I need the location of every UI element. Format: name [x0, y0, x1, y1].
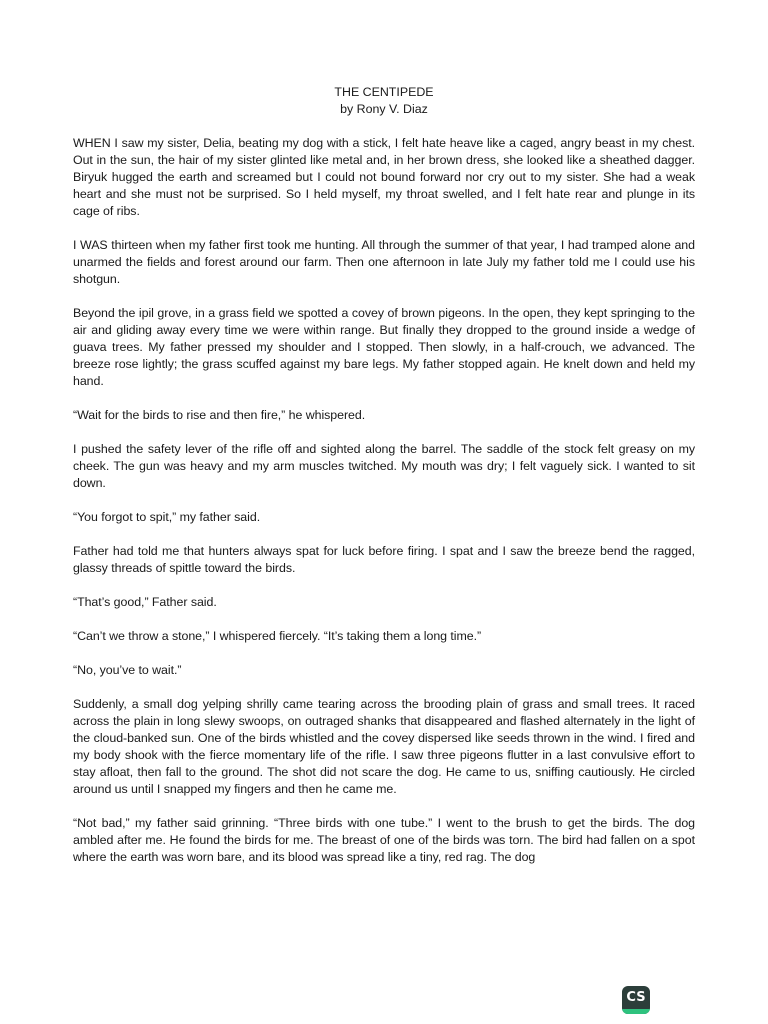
paragraph: “No, you’ve to wait.”	[73, 663, 182, 677]
paragraph: “That’s good,” Father said.	[73, 595, 217, 609]
paragraph: “Not bad,” my father said grinning. “Three birds with one tube.” I went to the brush to get the birds. The dog ambled after me. He found the birds for me. The breast of one of the birds was torn. The bird had fallen on a spot where the earth was worn bare, and its blood was spread like a tiny, red rag. The dog	[73, 816, 695, 864]
document-page	[73, 84, 695, 883]
badge-stripe	[622, 1009, 650, 1014]
paragraph: “Can’t we throw a stone,” I whispered fiercely. “It’s taking them a long time.”	[73, 629, 482, 643]
paragraph: I WAS thirteen when my father first took me hunting. All through the summer of that year, I had tramped alone and unarmed the fields and forest around our farm. Then one afternoon in late July my father told me I could use his shotgun.	[73, 238, 695, 286]
paragraph: “Wait for the birds to rise and then fire,” he whispered.	[73, 408, 366, 422]
badge-label: CS	[626, 990, 646, 1005]
paragraph: I pushed the safety lever of the rifle off and sighted along the barrel. The saddle of the stock felt greasy on my cheek. The gun was heavy and my arm muscles twitched. My mouth was dry; I felt vaguely sick. I wanted to sit down.	[73, 442, 695, 490]
paragraph: Beyond the ipil grove, in a grass field we spotted a covey of brown pigeons. In the open, they kept springing to the air and gliding away every time we were within range. But finally they dropped to the ground inside a wedge of guava trees. My father pressed my shoulder and I stopped. Then slowly, in a half-crouch, we advanced. The breeze rose lightly; the grass scuffed against my bare legs. My father stopped again. He knelt down and held my hand.	[73, 306, 695, 388]
document-byline: by Rony V. Diaz	[340, 102, 428, 116]
paragraph: Father had told me that hunters always spat for luck before firing. I spat and I saw the breeze bend the ragged, glassy threads of spittle toward the birds.	[73, 544, 695, 575]
paragraph: WHEN I saw my sister, Delia, beating my dog with a stick, I felt hate heave like a caged, angry beast in my chest. Out in the sun, the hair of my sister glinted like metal and, in her brown dress, she looked like a sheathed dagger. Biryuk hugged the earth and screamed but I could not bound forward nor cry out to my sister. She had a weak heart and she must not be surprised. So I held myself, my throat swelled, and I felt hate rear and plunge in its cage of ribs.	[73, 136, 695, 218]
camscanner-logo-icon	[622, 986, 650, 1014]
title-block	[73, 84, 695, 118]
document-title: THE CENTIPEDE	[334, 85, 434, 99]
paragraph: “You forgot to spit,” my father said.	[73, 510, 261, 524]
paragraph: Suddenly, a small dog yelping shrilly came tearing across the brooding plain of grass and small trees. It raced across the plain in long slewy swoops, on outraged shanks that disappeared and flashed alternately in the light of the cloud-banked sun. One of the birds whistled and the covey dispersed like seeds thrown in the wind. I fired and my body shook with the fierce momentary life of the rifle. I saw three pigeons flutter in a last convulsive effort to stay afloat, then fall to the ground. The shot did not scare the dog. He came to us, sniffing cautiously. He circled around us until I snapped my fingers and then he came me.	[73, 697, 695, 796]
